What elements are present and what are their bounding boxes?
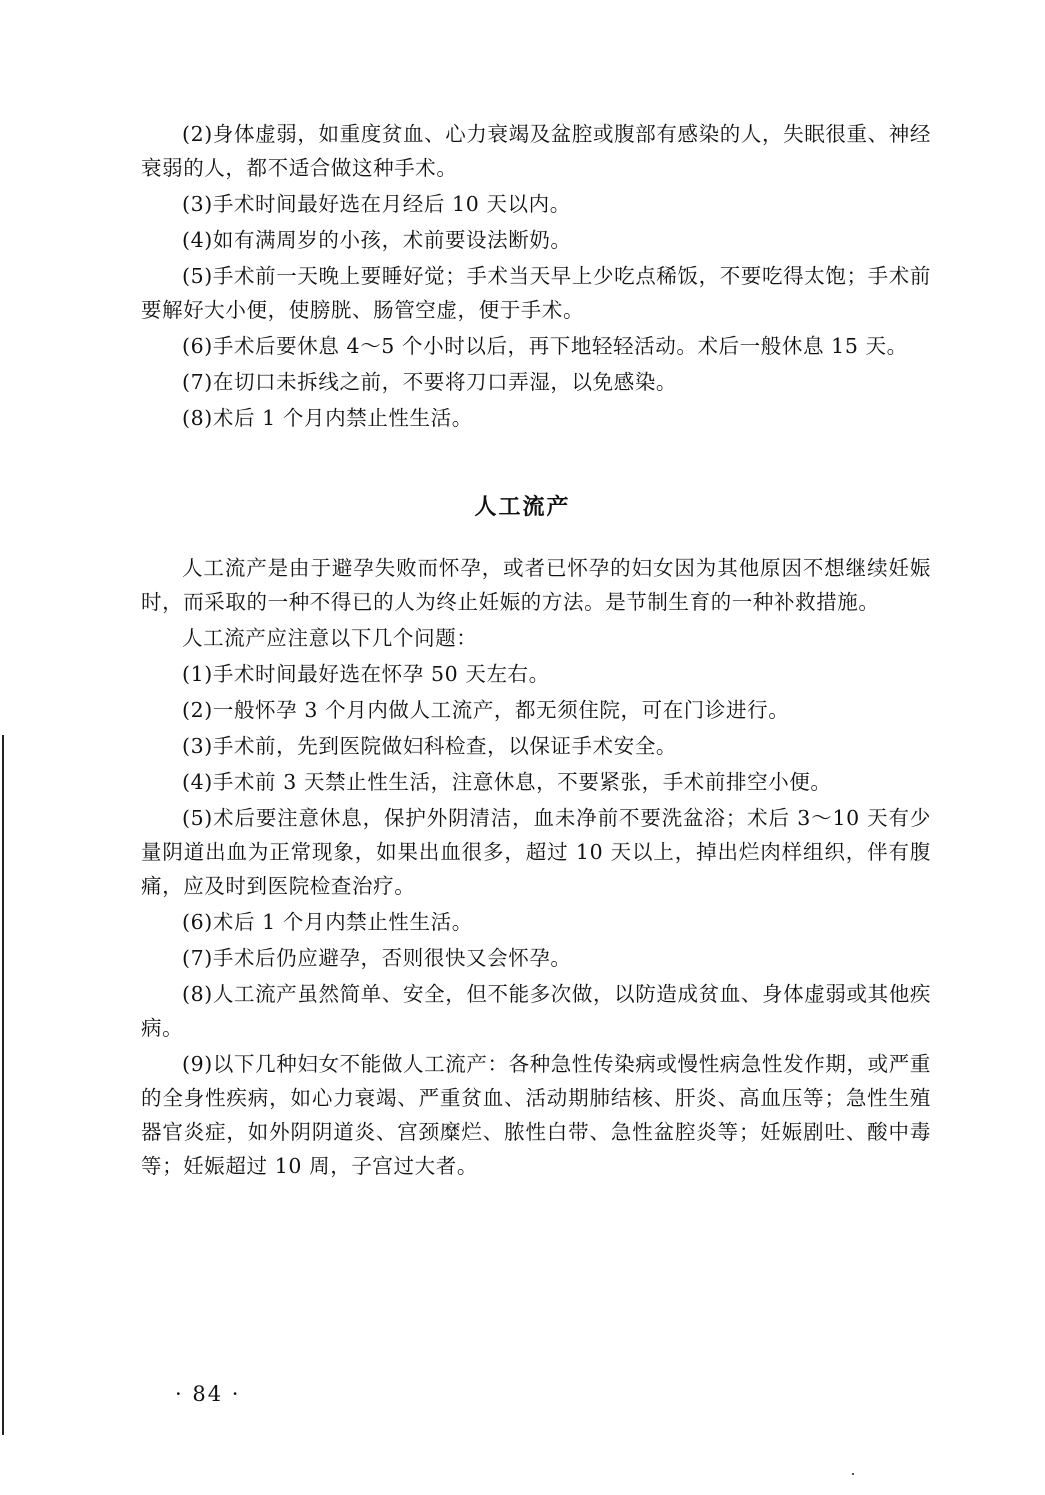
paragraph: (6)术后 1 个月内禁止性生活。 — [182, 910, 473, 934]
paragraph: (2)身体虚弱，如重度贫血、心力衰竭及盆腔或腹部有感染的人，失眠很重、神经衰弱的人，都不适合做这种手术。 — [141, 122, 931, 180]
paragraph: (8)术后 1 个月内禁止性生活。 — [182, 406, 473, 430]
scan-edge-line — [2, 735, 4, 1435]
section-body-text — [141, 551, 931, 1185]
paragraph: (4)如有满周岁的小孩，术前要设法断奶。 — [182, 228, 572, 252]
page-number: · 84 · — [175, 1382, 241, 1406]
paragraph: (5)术后要注意休息，保护外阴清洁，血未净前不要洗盆浴；术后 3～10 天有少量阴道出血为正常现象，如果出血很多，超过 10 天以上，掉出烂肉样组织，伴有腹痛，应及时到医院检查治疗。 — [141, 806, 931, 898]
paragraph: (6)手术后要休息 4～5 个小时以后，再下地轻轻活动。术后一般休息 15 天。 — [182, 334, 908, 358]
paragraph: (5)手术前一天晚上要睡好觉；手术当天早上少吃点稀饭，不要吃得太饱；手术前要解好大小便，使膀胱、肠管空虚，便于手术。 — [141, 264, 931, 322]
paragraph: (2)一般怀孕 3 个月内做人工流产，都无须住院，可在门诊进行。 — [182, 698, 790, 722]
paragraph: (4)手术前 3 天禁止性生活，注意休息，不要紧张，手术前排空小便。 — [182, 770, 832, 794]
scan-speck — [852, 1473, 854, 1475]
paragraph: (7)手术后仍应避孕，否则很快又会怀孕。 — [182, 946, 572, 970]
paragraph: (9)以下几种妇女不能做人工流产：各种急性传染病或慢性病急性发作期，或严重的全身性疾病，如心力衰竭、严重贫血、活动期肺结核、肝炎、高血压等；急性生殖器官炎症，如外阴阴道炎、宫颈糜烂、脓性白带、急性盆腔炎等；妊娠剧吐、酸中毒等；妊娠超过 10 周，子宫过大者。 — [141, 1052, 931, 1178]
paragraph: (8)人工流产虽然简单、安全，但不能多次做，以防造成贫血、身体虚弱或其他疾病。 — [141, 982, 931, 1040]
paragraph: (7)在切口未拆线之前，不要将刀口弄湿，以免感染。 — [182, 370, 678, 394]
paragraph: 人工流产应注意以下几个问题： — [182, 626, 478, 650]
continued-section-text — [141, 117, 931, 437]
section-heading: 人工流产 — [474, 495, 571, 520]
paragraph: (3)手术时间最好选在月经后 10 天以内。 — [182, 192, 571, 216]
paragraph: (1)手术时间最好选在怀孕 50 天左右。 — [182, 662, 550, 686]
paragraph: (3)手术前，先到医院做妇科检查，以保证手术安全。 — [182, 734, 678, 758]
paragraph: 人工流产是由于避孕失败而怀孕，或者已怀孕的妇女因为其他原因不想继续妊娠时，而采取的一种不得已的人为终止妊娠的方法。是节制生育的一种补救措施。 — [141, 556, 931, 614]
